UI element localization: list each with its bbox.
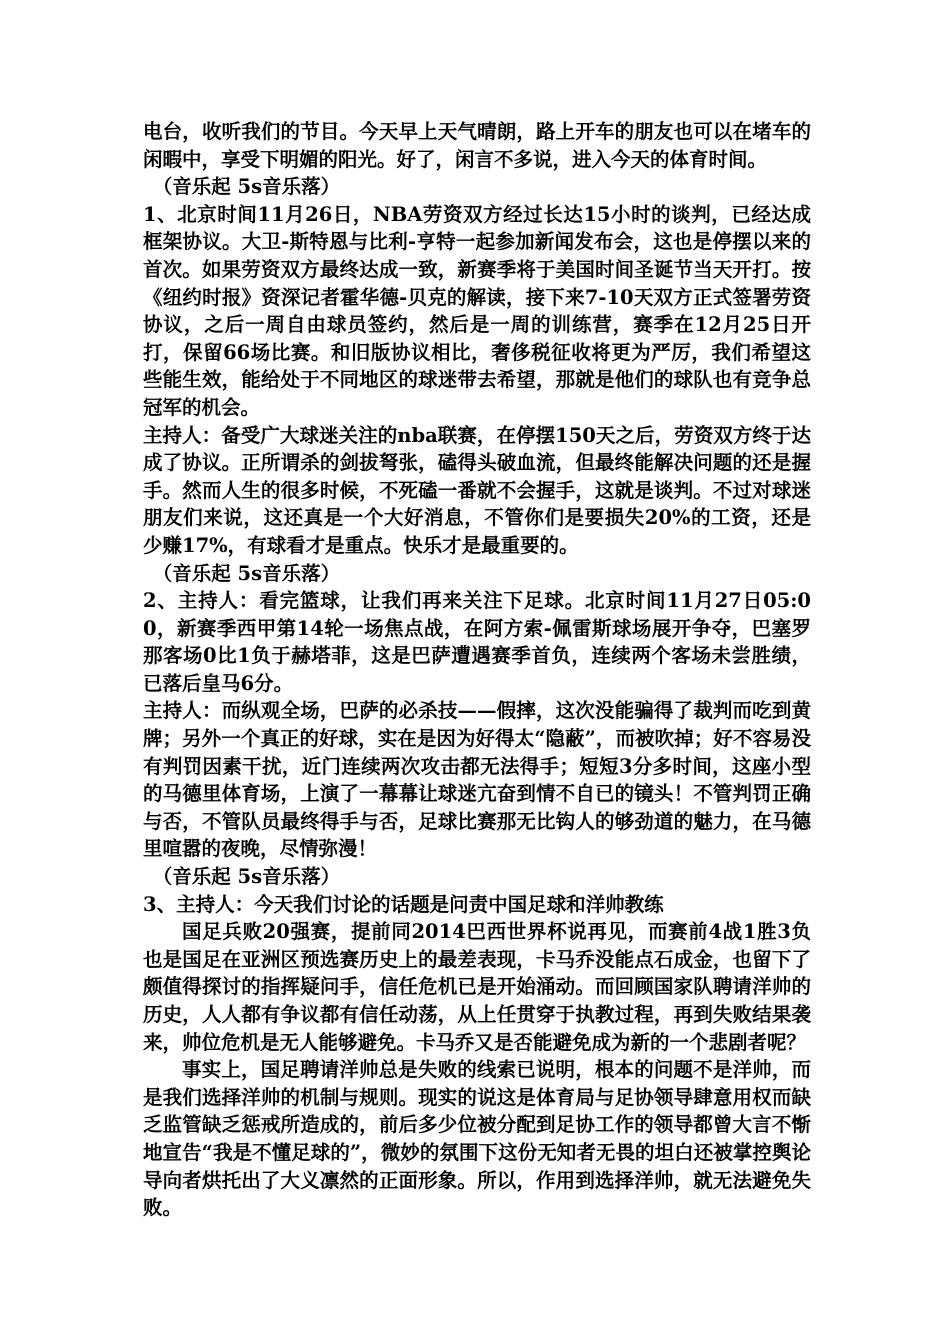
paragraph-national-team: 国足兵败20强赛，提前同2014巴西世界杯说再见，而赛前4战1胜3负也是国足在亚洲区预选赛历史上的最差表现，卡马乔没能点石成金，也留下了颇值得探讨的指挥疑问手，信任危机已是开始涌动。而回顾国家队聘请洋帅的历史，人人都有争议都有信任动荡，从上任贯穿于执教过程，再到失败结果袭来，帅位危机是无人能够避免。卡马乔又是否能避免成为新的一个悲剧者呢？ [143,920,811,1054]
paragraph-football-news: 2、主持人：看完篮球，让我们再来关注下足球。北京时间11月27日05:00，新赛季西甲第14轮一场焦点战，在阿方索-佩雷斯球场展开争夺，巴塞罗那客场0比1负于赫塔菲，这是巴萨遭遇赛季首负，连续两个客场未尝胜绩，已落后皇马6分。 [143,589,811,695]
paragraph-intro: 电台，收听我们的节目。今天早上天气晴朗，路上开车的朋友也可以在堵车的闲暇中，享受下明媚的阳光。好了，闲言不多说，进入今天的体育时间。 [143,120,811,171]
paragraph-foreign-coach: 事实上，国足聘请洋帅总是失败的线索已说明，根本的问题不是洋帅，而是我们选择洋帅的机制与规则。现实的说这是体育局与足协领导肆意用权而缺乏监管缺乏惩戒所造成的，前后多少位被分配到足协工作的领导都曾大言不惭地宣告“我是不懂足球的”，微妙的氛围下这份无知者无畏的坦白还被掌控舆论导向者烘托出了大义凛然的正面形象。所以，作用到选择洋帅，就无法避免失败。 [143,1058,811,1220]
paragraph-host-football-comment: 主持人：而纵观全场，巴萨的必杀技——假摔，这次没能骗得了裁判而吃到黄牌；另外一个真正的好球，实在是因为好得太“隐蔽”，而被吹掉；好不容易没有判罚因素干扰，近门连续两次攻击都无法得手；短短3分多时间，这座小型的马德里体育场，上演了一幕幕让球迷亢奋到情不自已的镜头！不管判罚正确与否，不管队员最终得手与否，足球比赛那无比钩人的够劲道的魅力，在马德里喧嚣的夜晚，尽情弥漫！ [143,699,811,861]
paragraph-nba-news: 1、北京时间11月26日，NBA劳资双方经过长达15小时的谈判，已经达成框架协议。大卫-斯特恩与比利-亨特一起参加新闻发布会，这也是停摆以来的首次。如果劳资双方最终达成一致，新赛季将于美国时间圣诞节当天开打。按《纽约时报》资深记者霍华德-贝克的解读，接下来7-10天双方正式签署劳资协议，之后一周自由球员签约，然后是一周的训练营，赛季在12月25日开打，保留66场比赛。和旧版协议相比，奢侈税征收将更为严厉，我们希望这些能生效，能给处于不同地区的球迷带去希望，那就是他们的球队也有竞争总冠军的机会。 [143,202,811,419]
music-cue: （音乐起 5s音乐落） [152,865,341,889]
paragraph-host-nba-comment: 主持人：备受广大球迷关注的nba联赛，在停摆150天之后，劳资双方终于达成了协议。正所谓杀的剑拔弩张，磕得头破血流，但最终能解决问题的还是握手。然而人生的很多时候，不死磕一番就不会握手，这就是谈判。不过对球迷朋友们来说，这还真是一个大好消息，不管你们是要损失20%的工资，还是少赚17%，有球看才是重点。快乐才是最重要的。 [143,423,811,557]
paragraph-topic-intro: 3、主持人：今天我们讨论的话题是问责中国足球和洋帅教练 [143,892,664,916]
music-cue: （音乐起 5s音乐落） [152,175,341,199]
music-cue: （音乐起 5s音乐落） [152,561,341,585]
document-body [143,118,811,1222]
